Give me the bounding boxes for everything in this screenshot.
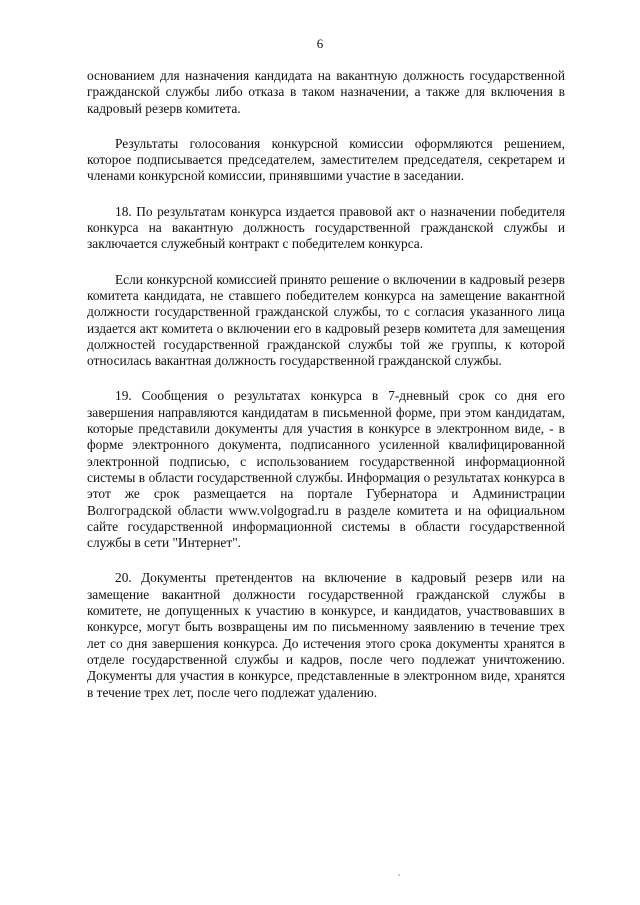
- paragraph-continuation: основанием для назначения кандидата на вакантную должность государственной гражданской службы либо отказа в таком назначении, а также для включения в кадровый резерв комитета.: [87, 68, 565, 116]
- page-number: 6: [316, 36, 324, 51]
- paragraph-18: 18. По результатам конкурса издается правовой акт о назначении победителя конкурса на вакантную должность государственной гражданской службы и заключается служебный контракт с победителем конкурса.: [87, 203, 565, 252]
- paragraph-reserve-inclusion: Если конкурсной комиссией принято решение о включении в кадровый резерв комитета кандидата, не ставшего победителем конкурса на замещение вакантной должности государственной гражданской службы, то с согласия указанного лица издается акт комитета о включении его в кадровый резерв комитета для замещения должностей государственной гражданской службы той же группы, к которой относилась вакантная должность государственной гражданской службы.: [87, 271, 565, 369]
- paragraph-20: 20. Документы претендентов на включение в кадровый резерв или на замещение вакантной должности государственной гражданской службы в комитете, не допущенных к участию в конкурсе, и кандидатов, участвовавших в конкурсе, могут быть возвращены им по письменному заявлению в течение трех лет со дня завершения конкурса. До истечения этого срока документы хранятся в отделе государственной службы и кадров, после чего подлежат уничтожению. Документы для участия в конкурсе, представленные в электронном виде, хранятся в течение трех лет, после чего подлежат удалению.: [87, 570, 565, 700]
- document-body: [87, 68, 565, 720]
- scan-speck: [398, 874, 400, 876]
- paragraph-voting-results: Результаты голосования конкурсной комиссии оформляются решением, которое подписывается председателем, заместителем председателя, секретарем и членами конкурсной комиссии, принявшими участие в заседании.: [87, 135, 565, 184]
- paragraph-19: 19. Сообщения о результатах конкурса в 7-дневный срок со дня его завершения направляются кандидатам в письменной форме, при этом кандидатам, которые представили документы для участия в конкурсе в электронном виде, - в форме электронного документа, подписанного усиленной квалифицированной электронной подписью, с использованием государственной информационной системы в области государственной службы. Информация о результатах конкурса в этот же срок размещается на портале Губернатора и Администрации Волгоградской области www.volgograd.ru в разделе комитета и на официальном сайте государственной информационной системы в области государственной службы в сети "Интернет".: [87, 388, 565, 551]
